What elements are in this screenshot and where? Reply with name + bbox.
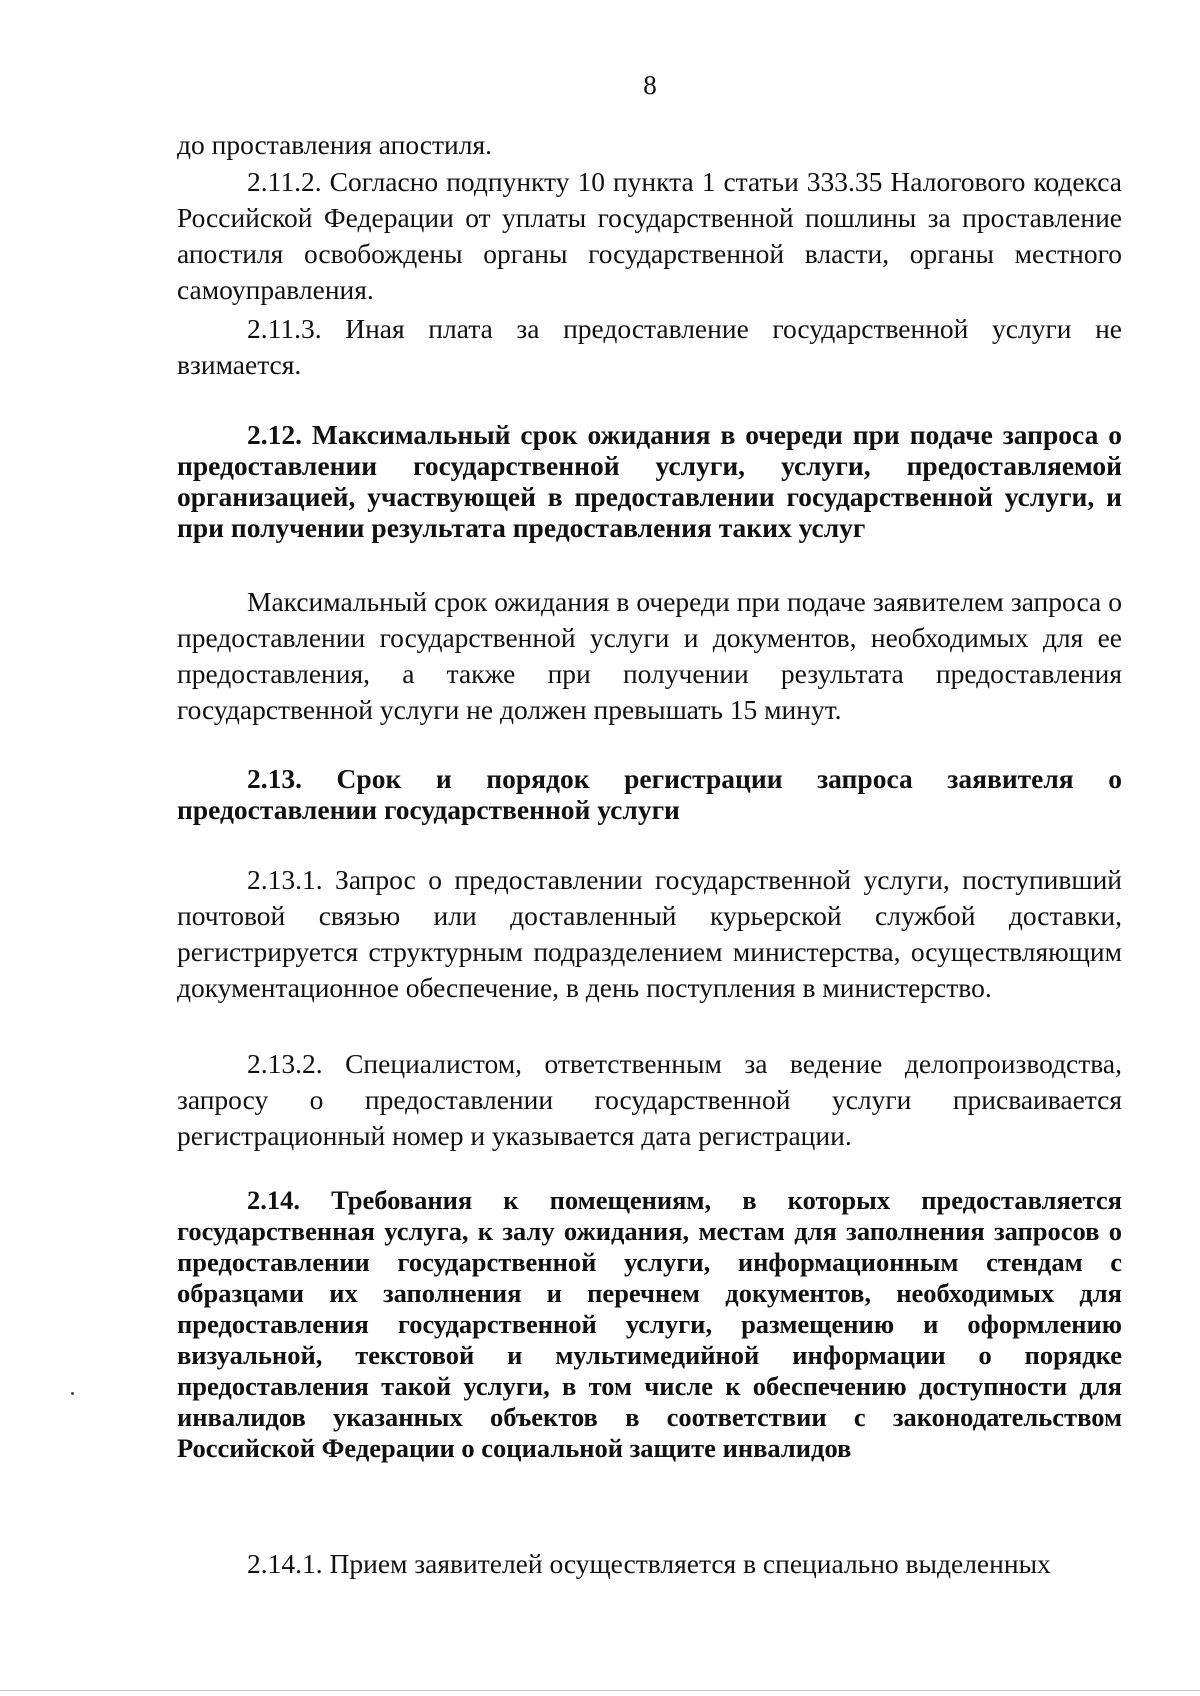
paragraph-2-11-3 [177, 311, 1122, 383]
paragraph-text: 2.11.2. Согласно подпункту 10 пункта 1 статьи 333.35 Налогового кодекса Российской Федерации от уплаты государственной пошлины за проставление апостиля освобождены органы государственной власти, органы местного самоуправления. [177, 166, 1122, 305]
scan-speck [71, 1392, 74, 1395]
heading-2-13 [177, 763, 1122, 825]
paragraph-2-13-1 [177, 862, 1122, 1006]
section-heading: 2.12. Максимальный срок ожидания в очереди при подаче запроса о предоставлении государственной услуги, услуги, предоставляемой организацией, участвующей в предоставлении государственной услуги, и при получении результата предоставления таких услуг [177, 419, 1122, 543]
section-heading: 2.14. Требования к помещениям, в которых предоставляется государственная услуга, к залу ожидания, местам для заполнения запросов о предоставлении государственной услуги, информационным стендам с образцами их заполнения и перечнем документов, необходимых для предоставления государственной услуги, размещению и оформлению визуальной, текстовой и мультимедийной информации о порядке предоставления такой услуги, в том числе к обеспечению доступности для инвалидов указанных объектов в соответствии с законодательством Российской Федерации о социальной защите инвалидов [177, 1185, 1122, 1463]
paragraph-2-13-2 [177, 1046, 1122, 1154]
section-heading: 2.13. Срок и порядок регистрации запроса заявителя о предоставлении государственной услуги [177, 763, 1122, 825]
page-number: 8 [643, 70, 657, 100]
paragraph-text: 2.13.1. Запрос о предоставлении государственной услуги, поступивший почтовой связью или доставленный курьерской службой доставки, регистрируется структурным подразделением министерства, осуществляющим документационное обеспечение, в день поступления в министерство. [177, 864, 1122, 1003]
paragraph-text: 2.13.2. Специалистом, ответственным за ведение делопроизводства, запросу о предоставлении государственной услуги присваивается регистрационный номер и указывается дата регистрации. [177, 1048, 1122, 1151]
heading-2-12 [177, 419, 1122, 543]
paragraph-2-12-body [177, 584, 1122, 728]
paragraph-text: 2.14.1. Прием заявителей осуществляется в специально выделенных [247, 1548, 1051, 1579]
paragraph-2-14-1 [177, 1546, 1122, 1582]
heading-2-14 [177, 1185, 1122, 1464]
paragraph-continuation [177, 127, 1122, 163]
paragraph-text: 2.11.3. Иная плата за предоставление государственной услуги не взимается. [177, 313, 1122, 380]
scan-edge-line [0, 1690, 1200, 1691]
paragraph-2-11-2 [177, 164, 1122, 308]
paragraph-text: до проставления апостиля. [177, 129, 492, 160]
paragraph-text: Максимальный срок ожидания в очереди при подаче заявителем запроса о предоставлении государственной услуги и документов, необходимых для ее предоставления, а также при получении результата предоставления государственной услуги не должен превышать 15 минут. [177, 586, 1122, 725]
